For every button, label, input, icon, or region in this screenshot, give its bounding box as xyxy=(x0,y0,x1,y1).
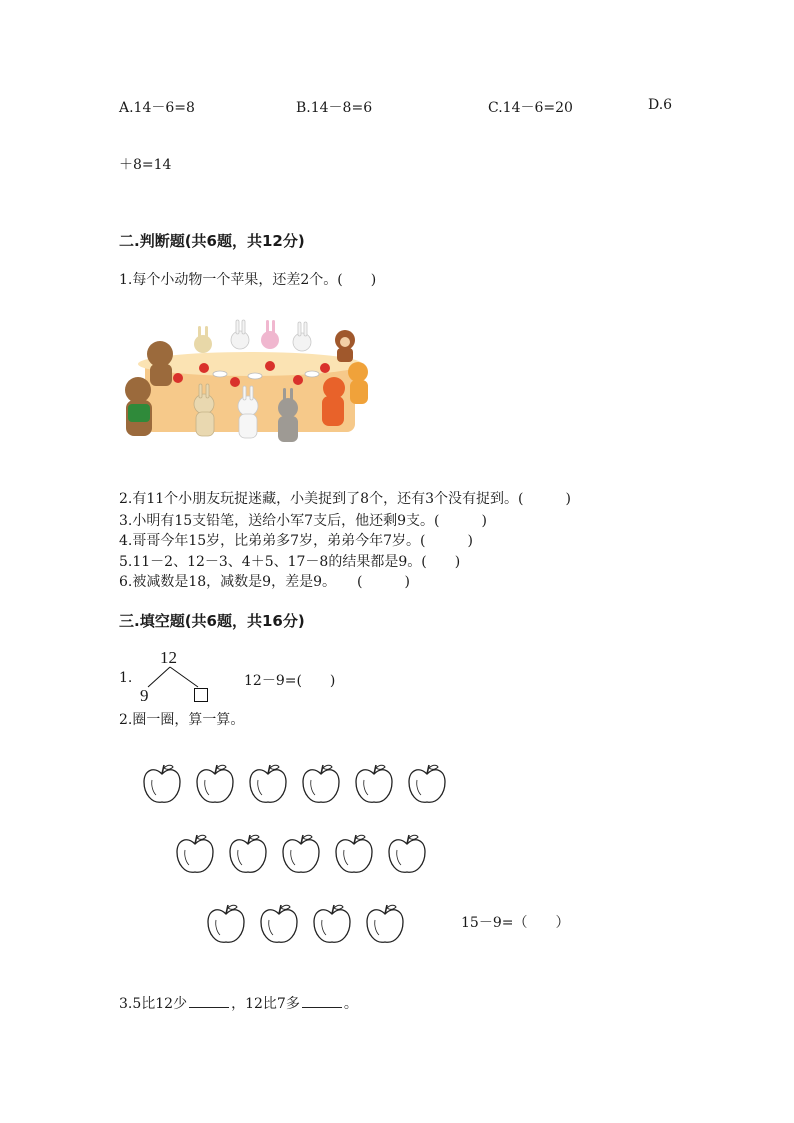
judge-item-6: 6.被减数是18，减数是9，差是9。 ( ) xyxy=(119,574,410,590)
apple-icon xyxy=(301,762,341,810)
apple-icon xyxy=(175,832,215,880)
judge-item-3: 3.小明有15支铅笔，送给小军7支后，他还剩9支。( ) xyxy=(119,513,487,529)
fill-q3-blank-2[interactable] xyxy=(302,993,342,1008)
apple-icon xyxy=(334,832,374,880)
apple-icon xyxy=(206,902,246,950)
apple-icon xyxy=(354,762,394,810)
option-d: D.6 xyxy=(648,97,673,113)
animals-table-illustration xyxy=(120,318,385,448)
apple-icon xyxy=(407,762,447,810)
fill-q1-equation: 12－9=( ) xyxy=(244,673,336,689)
judge-item-4: 4.哥哥今年15岁，比弟弟多7岁，弟弟今年7岁。( ) xyxy=(119,533,473,549)
fill-q3-part3: 。 xyxy=(343,996,358,1012)
option-d-continued: ＋8=14 xyxy=(119,157,172,173)
apple-icon xyxy=(259,902,299,950)
judge-item-1: 1.每个小动物一个苹果，还差2个。( ) xyxy=(119,272,377,288)
tree-top-number: 12 xyxy=(160,648,177,667)
tree-left-number: 9 xyxy=(140,686,149,705)
fill-q3-part1: 3.5比12少 xyxy=(119,996,188,1012)
option-a: A.14－6=8 xyxy=(119,100,195,116)
option-b: B.14－8=6 xyxy=(296,100,373,116)
section2-heading: 二.判断题(共6题，共12分) xyxy=(119,232,305,250)
fill-q3 xyxy=(119,993,358,1013)
apple-icon xyxy=(142,762,182,810)
fill-q2-label: 2.圈一圈，算一算。 xyxy=(119,712,245,728)
judge-item-5: 5.11－2、12－3、4＋5、17－8的结果都是9。( ) xyxy=(119,554,461,570)
apple-icon xyxy=(228,832,268,880)
apple-icon xyxy=(312,902,352,950)
option-c: C.14－6=20 xyxy=(488,100,573,116)
fill-q3-blank-1[interactable] xyxy=(189,993,229,1008)
fill-q1-number: 1. xyxy=(119,670,133,686)
section3-heading: 三.填空题(共6题，共16分) xyxy=(119,612,305,630)
apple-icon xyxy=(248,762,288,810)
apple-icon xyxy=(365,902,405,950)
tree-answer-box[interactable] xyxy=(194,688,208,702)
apple-icon xyxy=(195,762,235,810)
apple-icon xyxy=(387,832,427,880)
apple-icon xyxy=(281,832,321,880)
fill-q2-equation: 15－9=（ ） xyxy=(461,915,570,931)
judge-item-2: 2.有11个小朋友玩捉迷藏，小美捉到了8个，还有3个没有捉到。( ) xyxy=(119,491,571,507)
fill-q3-part2: ，12比7多 xyxy=(231,996,300,1012)
